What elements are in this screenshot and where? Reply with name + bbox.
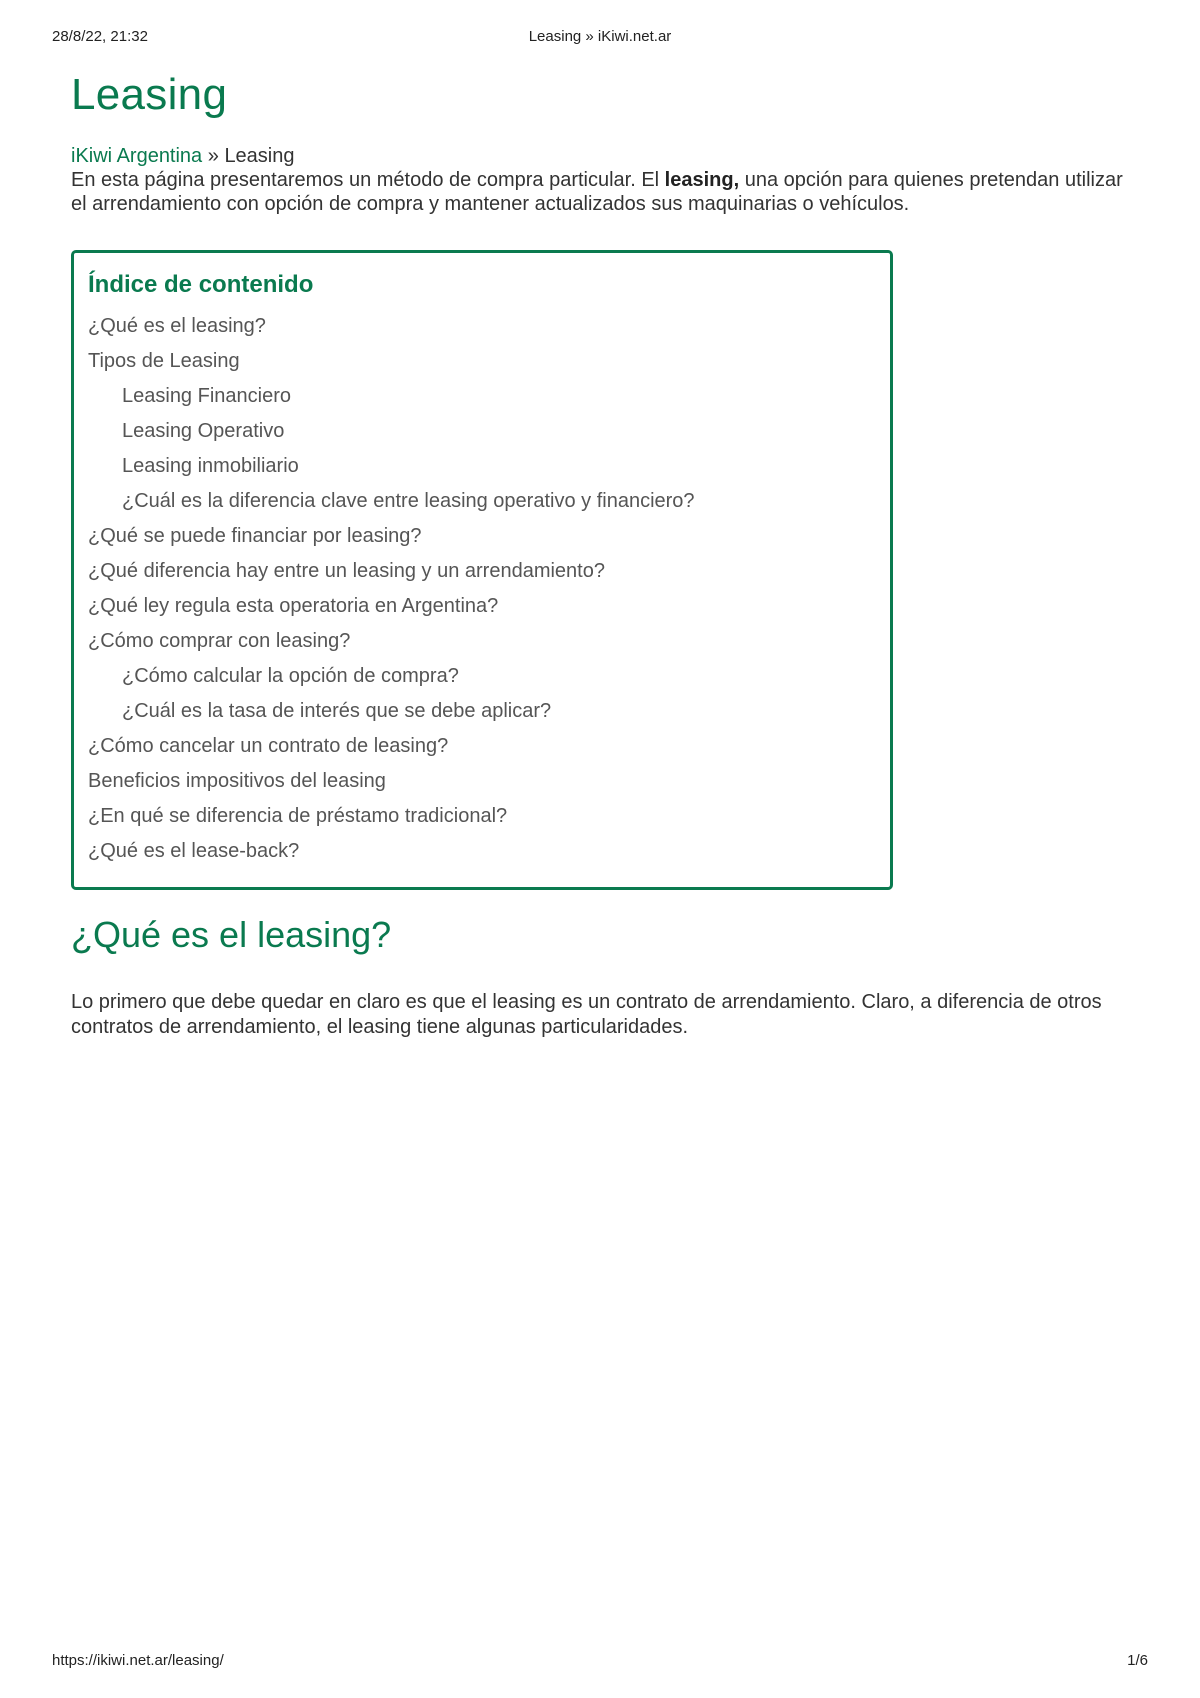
toc-item bbox=[88, 414, 876, 449]
toc-link[interactable]: ¿Qué se puede financiar por leasing? bbox=[88, 525, 422, 547]
toc-item bbox=[88, 449, 876, 484]
section-heading: ¿Qué es el leasing? bbox=[71, 914, 392, 955]
toc-link[interactable]: ¿Cómo calcular la opción de compra? bbox=[122, 665, 459, 687]
toc-link[interactable]: ¿Cómo cancelar un contrato de leasing? bbox=[88, 735, 449, 757]
print-page-number: 1/6 bbox=[1127, 1652, 1148, 1669]
toc-link[interactable]: ¿Qué es el leasing? bbox=[88, 315, 266, 337]
toc-link[interactable]: Beneficios impositivos del leasing bbox=[88, 770, 386, 792]
toc-link[interactable]: ¿Qué ley regula esta operatoria en Argentina? bbox=[88, 595, 499, 617]
article bbox=[71, 70, 1131, 1060]
section-paragraph: Lo primero que debe quedar en claro es que el leasing es un contrato de arrendamiento. Claro, a diferencia de otros contratos de arrendamiento, el leasing tiene algunas particularidades. bbox=[71, 991, 1102, 1038]
table-of-contents bbox=[71, 250, 893, 890]
intro-paragraph bbox=[71, 168, 1131, 216]
toc-title: Índice de contenido bbox=[88, 271, 314, 298]
toc-item bbox=[88, 764, 876, 799]
toc-item bbox=[88, 729, 876, 764]
toc-link[interactable]: ¿Cuál es la diferencia clave entre leasing operativo y financiero? bbox=[122, 490, 695, 512]
intro-text-before: En esta página presentaremos un método de compra particular. El bbox=[71, 169, 665, 191]
toc-item bbox=[88, 834, 876, 869]
print-datetime: 28/8/22, 21:32 bbox=[52, 28, 148, 45]
print-footer bbox=[52, 1652, 1148, 1669]
toc-link[interactable]: ¿Cuál es la tasa de interés que se debe aplicar? bbox=[122, 700, 552, 722]
toc-item bbox=[88, 519, 876, 554]
breadcrumb-current: Leasing bbox=[224, 145, 295, 167]
toc-item bbox=[88, 344, 876, 379]
print-page-title: Leasing » iKiwi.net.ar bbox=[528, 28, 672, 45]
intro-text-after: una opción para quienes pretendan utilizar el arrendamiento con opción de compra y mantener actualizados sus maquinarias o vehículos. bbox=[71, 169, 1123, 215]
print-header bbox=[52, 28, 1148, 45]
toc-link[interactable]: ¿Qué diferencia hay entre un leasing y un arrendamiento? bbox=[88, 560, 605, 582]
toc-item bbox=[88, 799, 876, 834]
toc-link[interactable]: Leasing Operativo bbox=[122, 420, 285, 442]
page-title: Leasing bbox=[71, 70, 228, 119]
intro-bold-term: leasing, bbox=[664, 169, 740, 191]
toc-link[interactable]: ¿Qué es el lease-back? bbox=[88, 840, 300, 862]
breadcrumb bbox=[71, 144, 1131, 168]
toc-item bbox=[88, 309, 876, 344]
breadcrumb-separator: » bbox=[202, 145, 225, 167]
toc-link[interactable]: Leasing inmobiliario bbox=[122, 455, 299, 477]
toc-link[interactable]: ¿En qué se diferencia de préstamo tradicional? bbox=[88, 805, 508, 827]
breadcrumb-home-link[interactable]: iKiwi Argentina bbox=[71, 145, 203, 167]
toc-item bbox=[88, 659, 876, 694]
toc-item bbox=[88, 484, 876, 519]
toc-item bbox=[88, 589, 876, 624]
toc-link[interactable]: Tipos de Leasing bbox=[88, 350, 240, 372]
toc-list bbox=[88, 309, 876, 869]
print-url: https://ikiwi.net.ar/leasing/ bbox=[52, 1652, 224, 1669]
toc-item bbox=[88, 624, 876, 659]
toc-item bbox=[88, 694, 876, 729]
toc-item bbox=[88, 379, 876, 414]
toc-item bbox=[88, 554, 876, 589]
toc-link[interactable]: ¿Cómo comprar con leasing? bbox=[88, 630, 351, 652]
toc-link[interactable]: Leasing Financiero bbox=[122, 385, 291, 407]
